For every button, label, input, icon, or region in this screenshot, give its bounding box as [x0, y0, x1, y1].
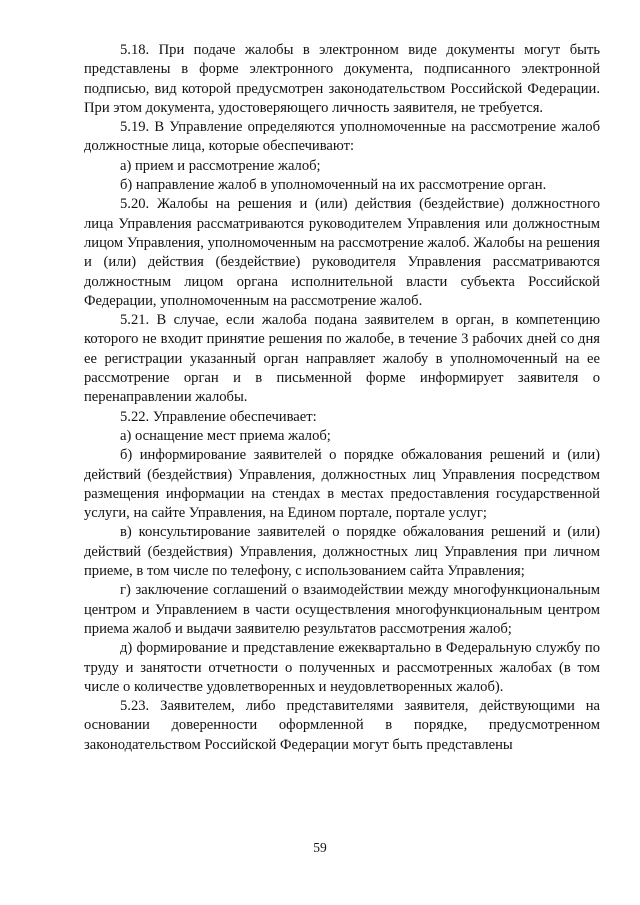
list-item-d: д) формирование и представление ежеквартально в Федеральную службу по труду и занятости отчетности о полученных и рассмотренных жалобах (в том числе о количестве удовлетворенных и неудовлетворенных жалоб). — [84, 640, 600, 695]
paragraph-5-20: 5.20. Жалобы на решения и (или) действия (бездействие) должностного лица Управления рассматриваются руководителем Управления или должностным лицом Управления, уполномоченным на рассмотрение жалоб. Жалобы на решения и (или) действия (бездействие) руководителя Управления рассматриваются должностным лицом органа исполнительной власти субъекта Российской Федерации, уполномоченным на рассмотрение жалоб. — [84, 196, 600, 309]
list-item-v: в) консультирование заявителей о порядке обжалования решений и (или) действий (бездействия) Управления, должностных лиц Управления при личном приеме, в том числе по телефону, с использованием сайта Управления; — [84, 524, 600, 580]
list-item-a: а) оснащение мест приема жалоб; — [120, 427, 331, 444]
list-item-b: б) направление жалоб в уполномоченный на их рассмотрение орган. — [120, 177, 547, 194]
paragraph-5-18: 5.18. При подаче жалобы в электронном виде документы могут быть представлены в форме электронного документа, подписанного электронной подписью, вид которой предусмотрен законодательством Российской Федерации. При этом документа, удостоверяющего личность заявителя, не требуется. — [84, 42, 600, 116]
list-item-a: а) прием и рассмотрение жалоб; — [120, 157, 321, 174]
list-item-g: г) заключение соглашений о взаимодействии между многофункциональным центром и Управлением в части осуществления многофункциональным центром приема жалоб и выдачи заявителю результатов рассмотрения жалоб; — [84, 582, 600, 637]
document-body — [84, 41, 600, 755]
list-item-b: б) информирование заявителей о порядке обжалования решений и (или) действий (бездействия) Управления, должностных лиц Управления посредством размещения информации на стендах в местах предоставления государственной услуги, на сайте Управления, на Едином портале, портале услуг; — [84, 447, 600, 522]
paragraph-5-22: 5.22. Управление обеспечивает: — [120, 408, 317, 425]
page-number: 59 — [313, 840, 327, 855]
paragraph-5-23: 5.23. Заявителем, либо представителями заявителя, действующими на основании доверенности оформленной в порядке, предусмотренном законодательством Российской Федерации могут быть представлены — [84, 698, 600, 753]
paragraph-5-19: 5.19. В Управление определяются уполномоченные на рассмотрение жалоб должностные лица, которые обеспечивают: — [84, 119, 600, 155]
paragraph-5-21: 5.21. В случае, если жалоба подана заявителем в орган, в компетенцию которого не входит принятие решения по жалобе, в течение 3 рабочих дней со дня ее регистрации указанный орган направляет жалобу в уполномоченный на ее рассмотрение орган и в письменной форме информирует заявителя о перенаправлении жалобы. — [84, 312, 600, 406]
